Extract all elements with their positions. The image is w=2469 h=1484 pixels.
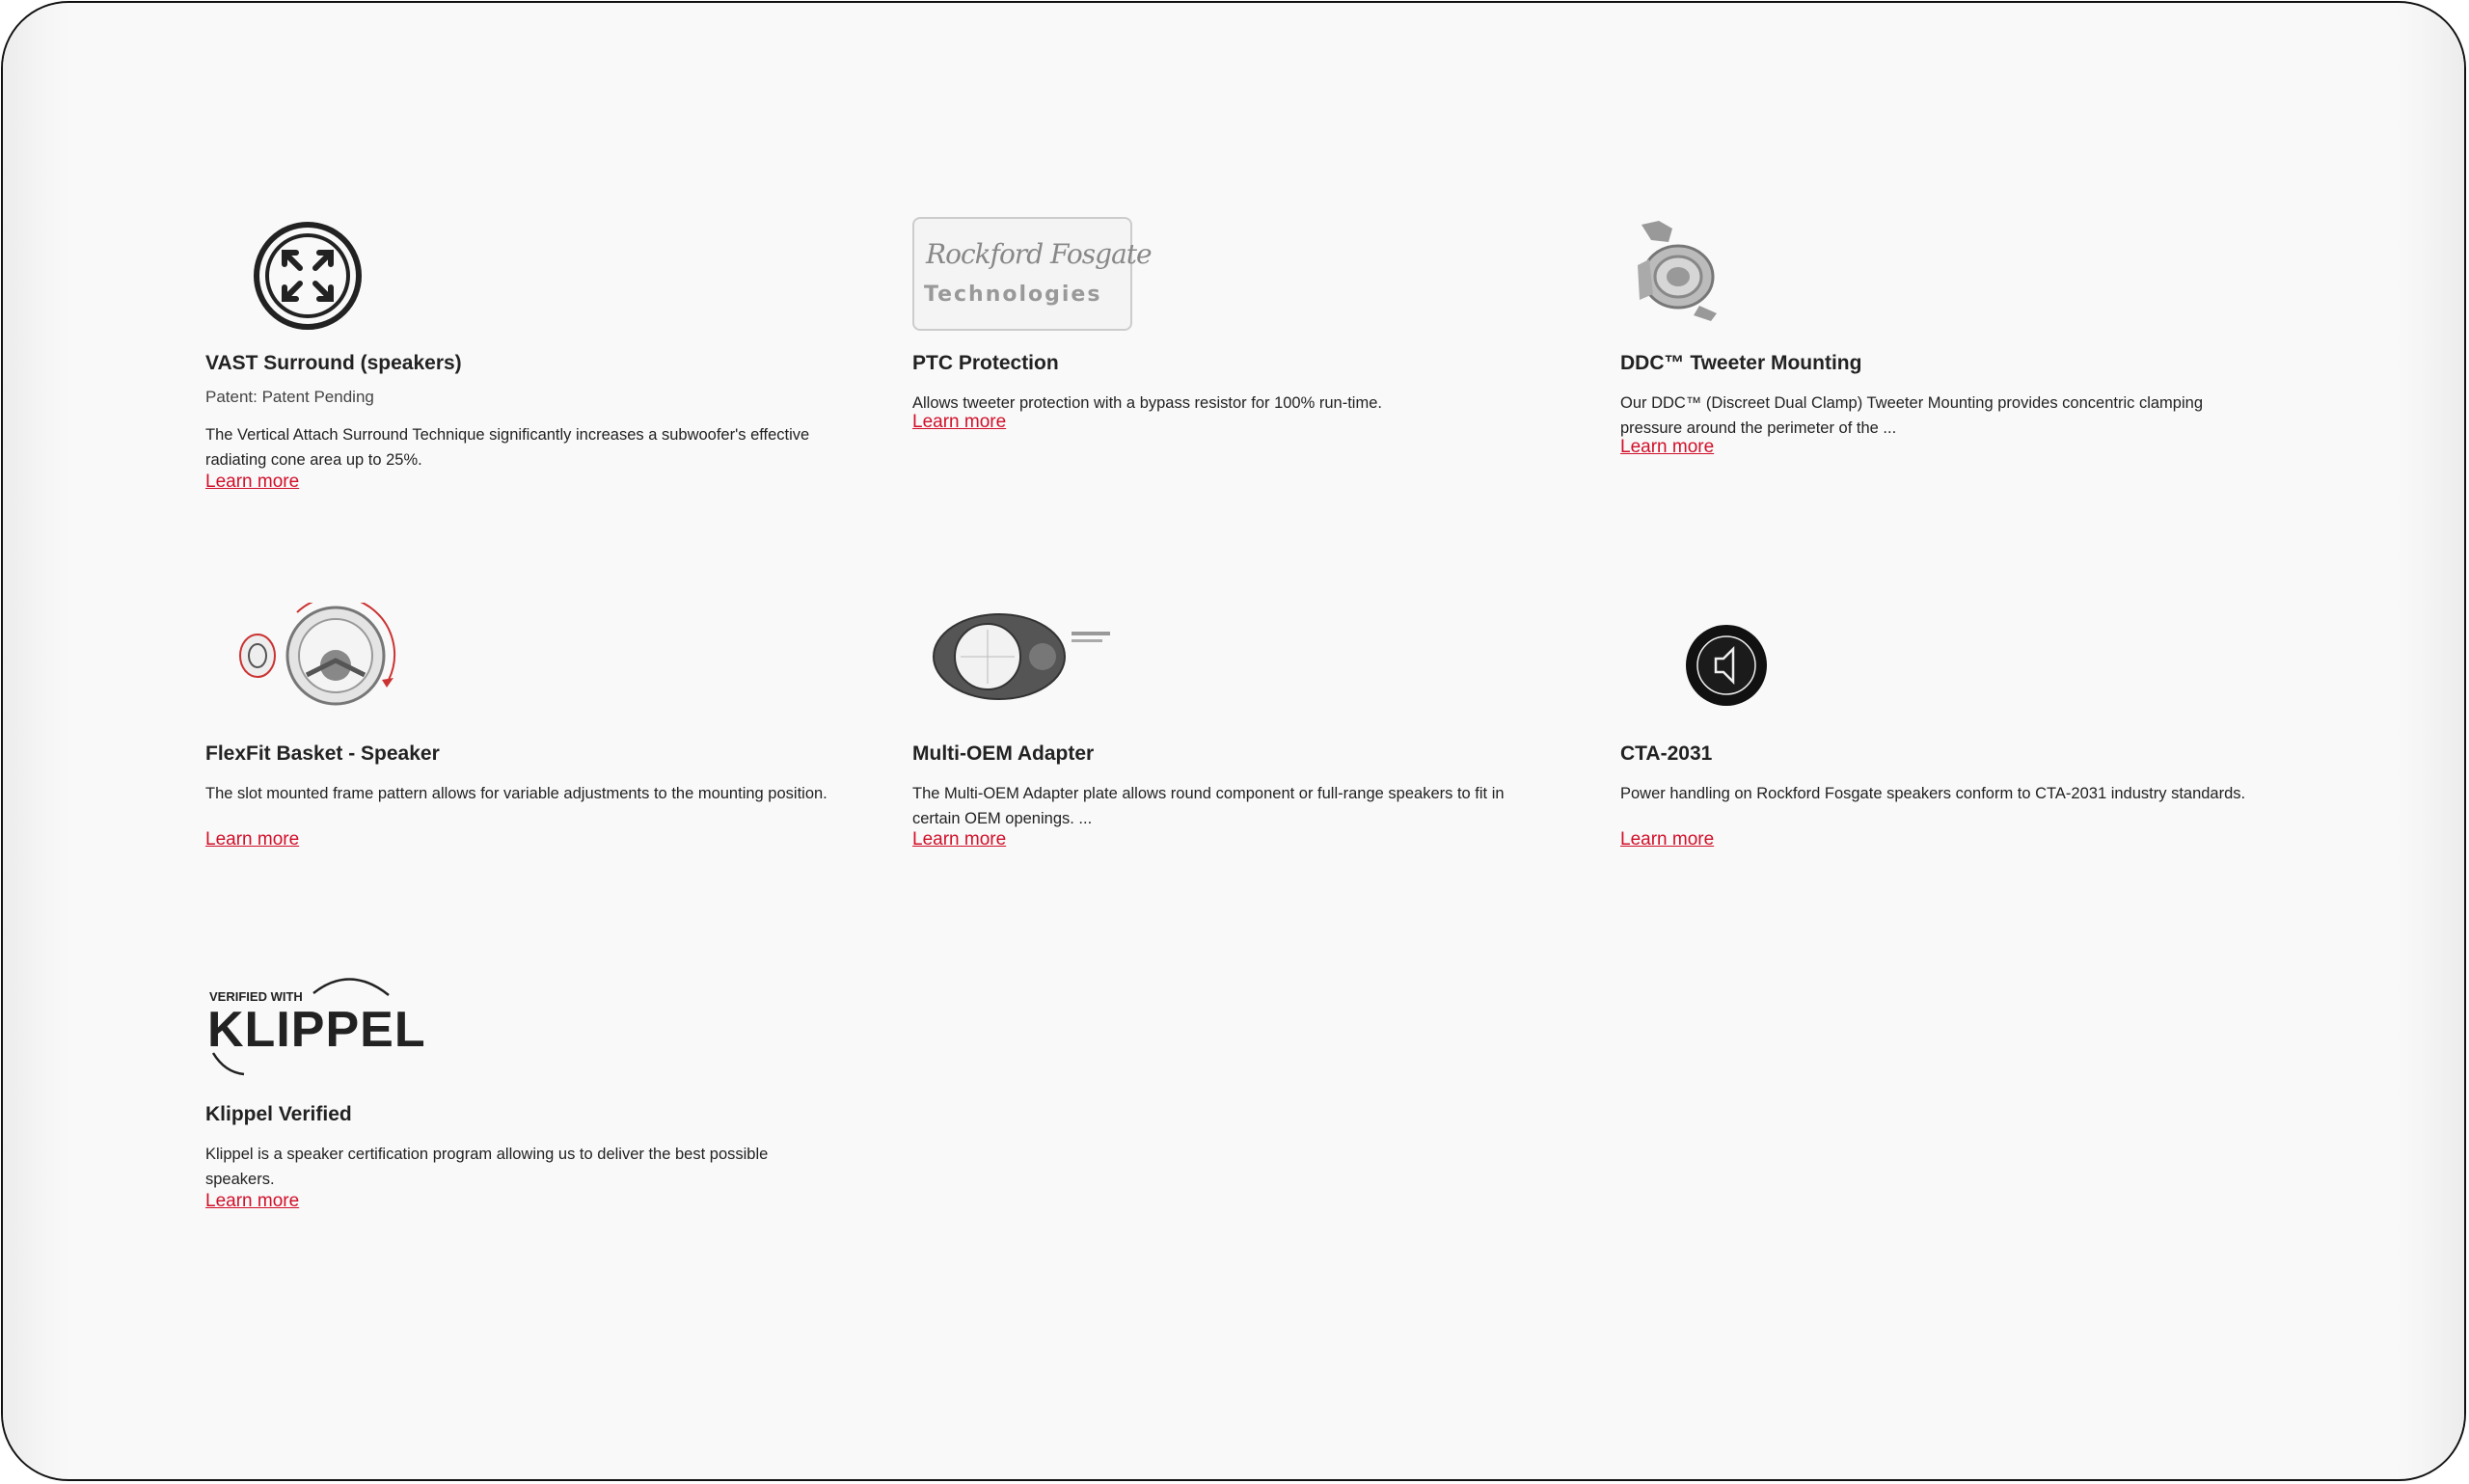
patent-status: Patent: Patent Pending: [205, 388, 374, 406]
learn-more-link[interactable]: Learn more: [205, 829, 300, 850]
learn-more-link[interactable]: Learn more: [1620, 829, 1715, 850]
page-frame: [1, 1, 2466, 1481]
feature-card-klippel: [205, 972, 842, 1232]
feature-title: VAST Surround (speakers): [205, 352, 462, 374]
feature-description: The Multi-OEM Adapter plate allows round component or full-range speakers to fit in certain OEM openings. ...: [912, 785, 1505, 827]
flexfit-basket-icon: [230, 603, 403, 709]
feature-title: FlexFit Basket - Speaker: [205, 742, 440, 765]
tweeter-clamp-icon: [1630, 217, 1726, 323]
right-edge-shade: [2397, 3, 2464, 1479]
learn-more-link[interactable]: Learn more: [205, 1191, 300, 1211]
left-edge-shade: [3, 3, 70, 1479]
feature-title: DDC™ Tweeter Mounting: [1620, 352, 1862, 374]
rockford-fosgate-technologies-logo: [912, 217, 1152, 331]
learn-more-link[interactable]: Learn more: [1620, 437, 1715, 457]
learn-more-link[interactable]: Learn more: [912, 829, 1007, 850]
logo-small-text: VERIFIED WITH: [209, 989, 303, 1004]
feature-title: CTA-2031: [1620, 742, 1713, 765]
expand-arrows-icon: [252, 220, 364, 332]
klippel-logo: [205, 972, 426, 1080]
feature-card-flexfit: [205, 601, 842, 861]
feature-description: Our DDC™ (Discreet Dual Clamp) Tweeter Mounting provides concentric clamping pressure around the perimeter of the ...: [1620, 394, 2203, 437]
feature-description: The slot mounted frame pattern allows for variable adjustments to the mounting position.: [205, 785, 828, 802]
feature-title: Multi-OEM Adapter: [912, 742, 1095, 765]
learn-more-link[interactable]: Learn more: [205, 472, 300, 492]
feature-description: Klippel is a speaker certification program allowing us to deliver the best possible speakers.: [205, 1146, 769, 1188]
feature-card-ddc: [1620, 217, 2257, 477]
logo-big-text: KLIPPEL: [207, 1002, 426, 1058]
feature-description: The Vertical Attach Surround Technique significantly increases a subwoofer's effective radiating cone area up to 25%.: [205, 426, 810, 469]
feature-title: Klippel Verified: [205, 1103, 352, 1125]
cta-2031-badge-icon: [1683, 622, 1770, 709]
feature-description: Allows tweeter protection with a bypass resistor for 100% run-time.: [912, 394, 1382, 412]
multi-oem-adapter-icon: [932, 610, 1125, 707]
feature-card-multi-oem: [912, 601, 1549, 861]
learn-more-link[interactable]: Learn more: [912, 412, 1007, 432]
feature-card-ptc: [912, 217, 1549, 468]
feature-description: Power handling on Rockford Fosgate speakers conform to CTA-2031 industry standards.: [1620, 785, 2246, 802]
feature-card-cta-2031: [1620, 601, 2257, 861]
logo-brand-text: Rockford Fosgate: [926, 238, 1152, 270]
logo-subtitle-text: Technologies: [924, 283, 1102, 307]
feature-card-vast: [205, 220, 842, 509]
feature-title: PTC Protection: [912, 352, 1059, 374]
